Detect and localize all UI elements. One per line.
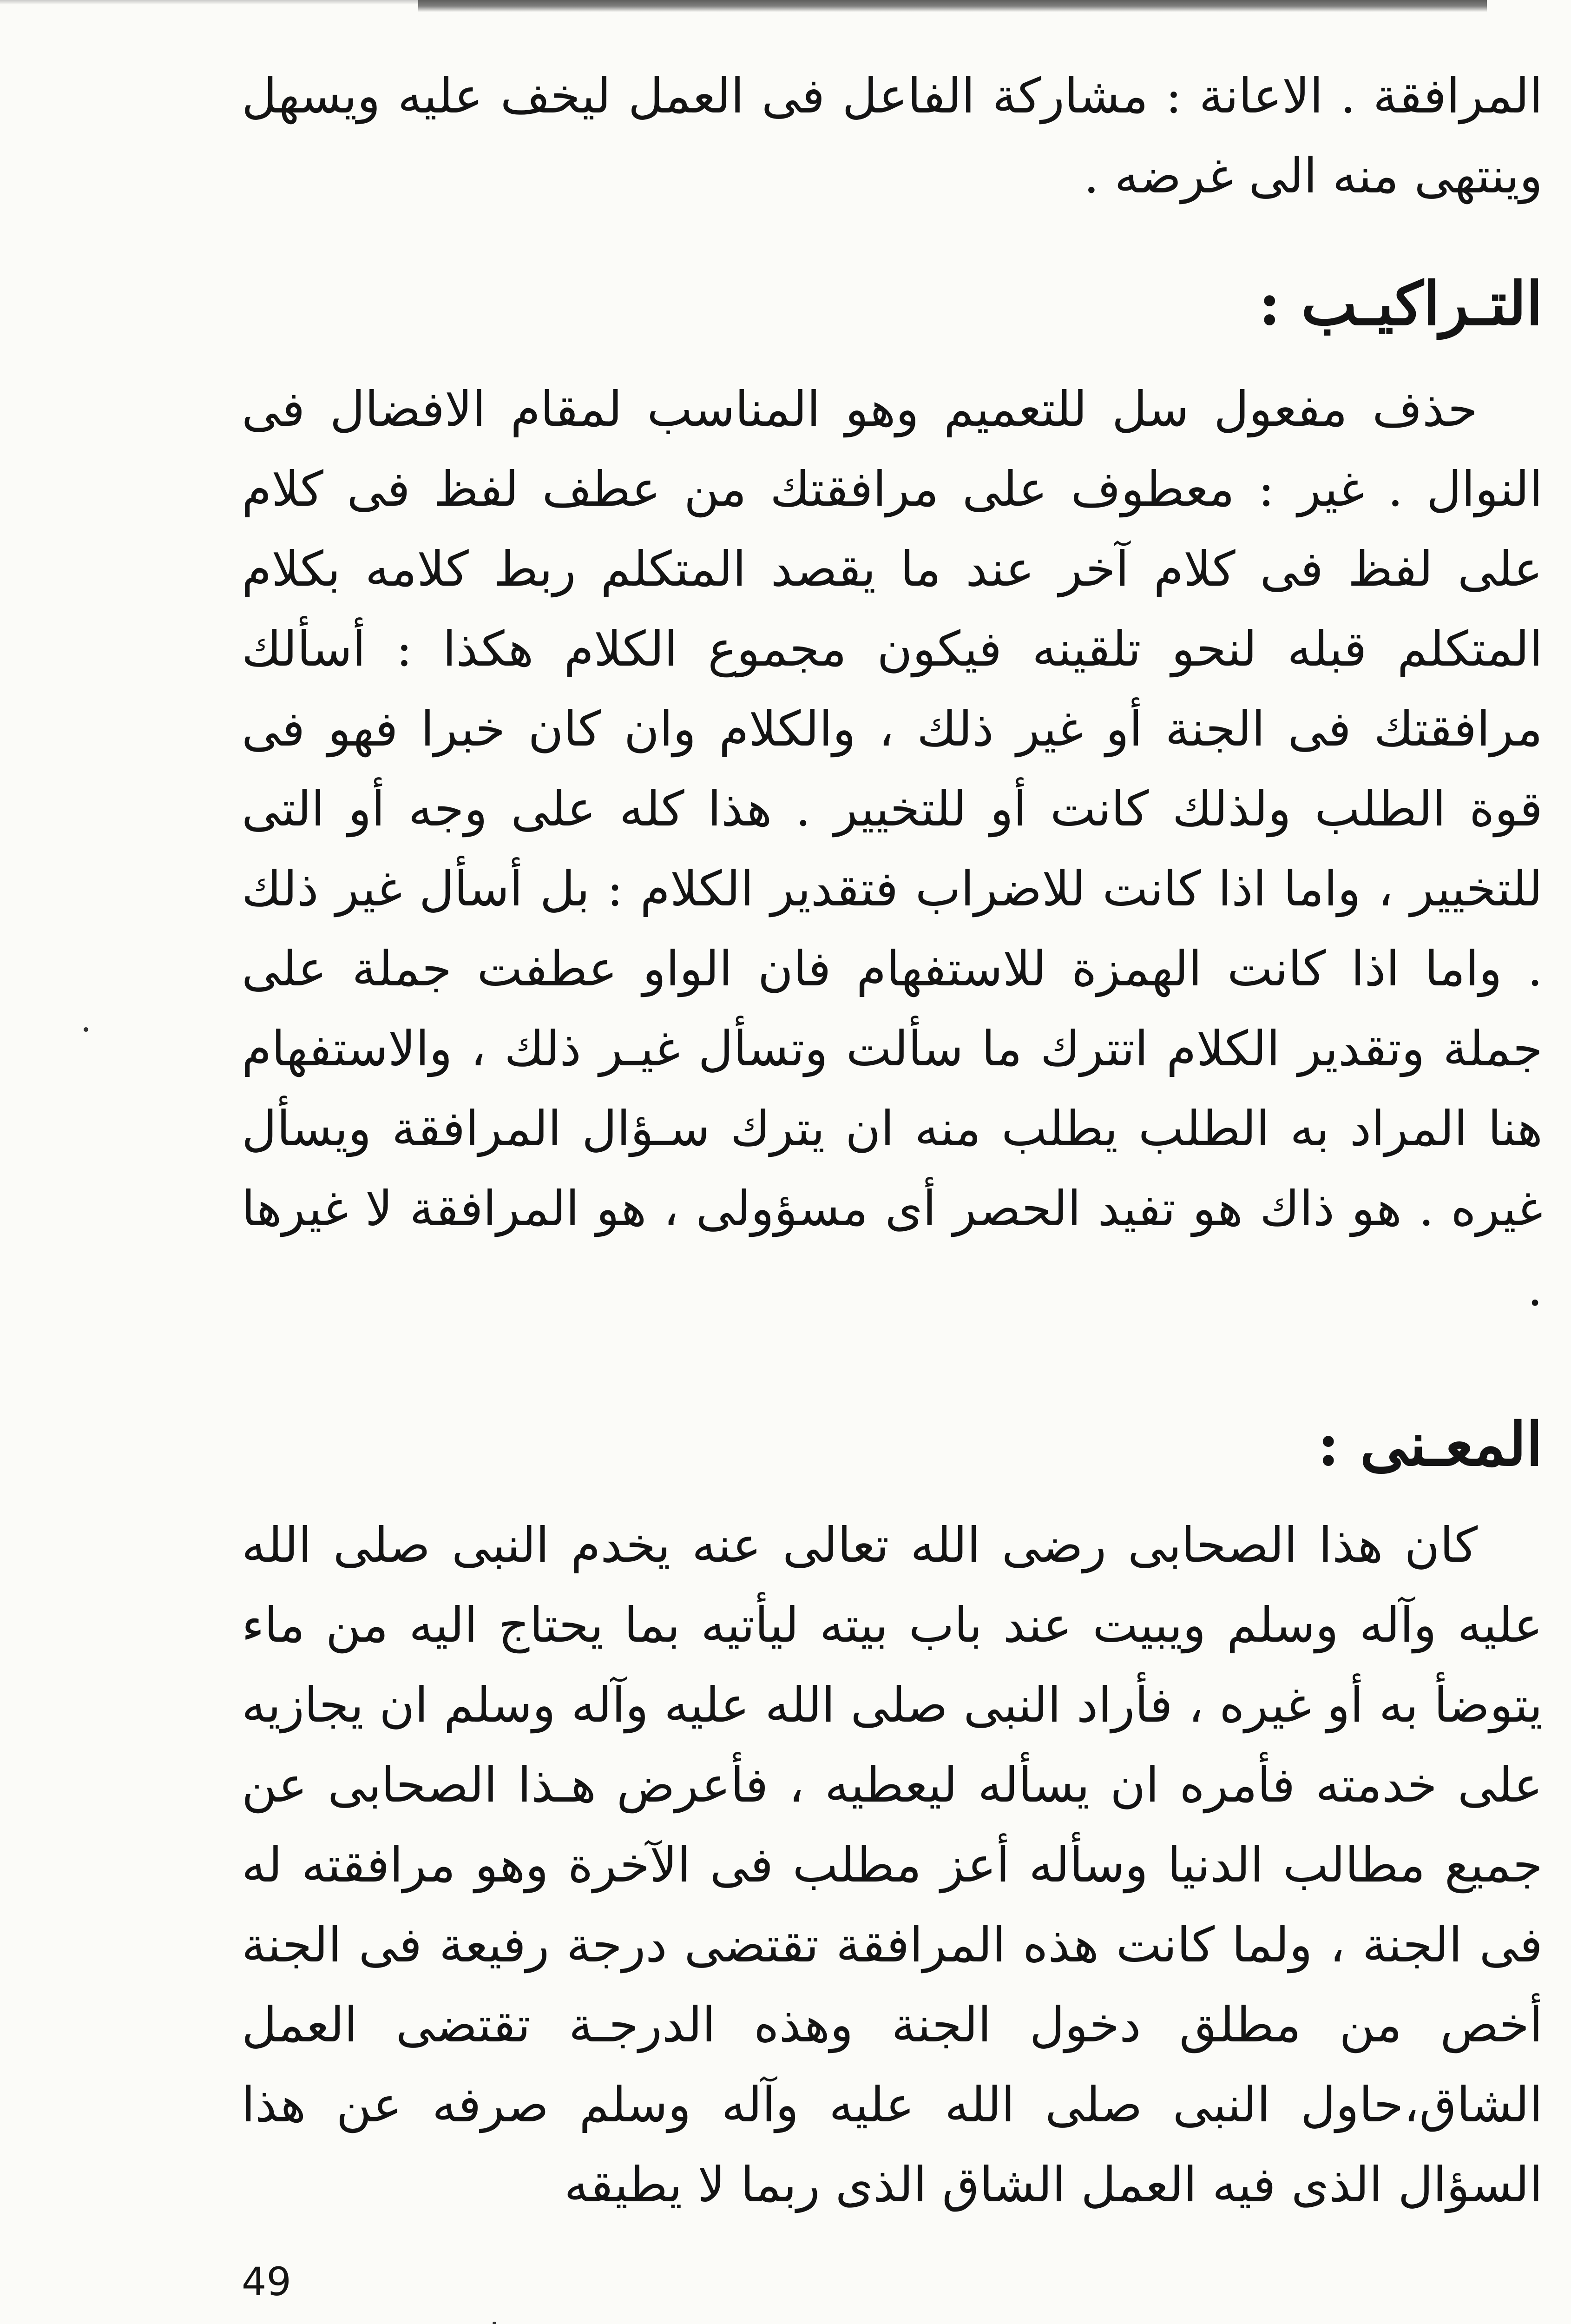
- intro-paragraph: المرافقة . الاعانة : مشاركة الفاعل فى العمل ليخف عليه ويسهل وينتهى منه الى غرضه .: [242, 67, 1543, 204]
- meaning-heading: المعـنى :: [1317, 1410, 1543, 1479]
- page-number: 49: [242, 2259, 291, 2304]
- scan-edge-shadow-left: [0, 0, 418, 5]
- syntax-heading: التـراكيـب :: [1258, 269, 1543, 339]
- scan-speck: [84, 1027, 88, 1032]
- syntax-paragraph: حذف مفعول سل للتعميم وهو المناسب لمقام الافضال فى النوال . غير : معطوف على مرافقتك من عطف لفظ فى كلام على لفظ فى كلام آخر عند ما يقصد المتكلم ربط كلامه بكلام المتكلم قبله لنحو تلقينه فيكون مجموع الكلام هكذا : أسألك مرافقتك فى الجنة أو غير ذلك ، والكلام وان كان خبرا فهو فى قوة الطلب ولذلك كانت أو للتخيير . هذا كله على وجه أو التى للتخيير ، واما اذا كانت للاضراب فتقدير الكلام : بل أسأل غير ذلك . واما اذا كانت الهمزة للاستفهام فان الواو عطفت جملة على جملة وتقدير الكلام اتترك ما سألت وتسأل غيـر ذلك ، والاستفهام هنا المراد به الطلب يطلب منه ان يترك سـؤال المرافقة ويسأل غيره . هو ذاك هو تفيد الحصر أى مسؤولى ، هو المرافقة لا غيرها .: [242, 381, 1543, 1317]
- scan-speck: [493, 2322, 496, 2324]
- meaning-paragraph: كان هذا الصحابى رضى الله تعالى عنه يخدم النبى صلى الله عليه وآله وسلم ويبيت عند باب بيته ليأتيه بما يحتاج اليه من ماء يتوضأ به أو غيره ، فأراد النبى صلى الله عليه وآله وسلم ان يجازيه على خدمته فأمره ان يسأله ليعطيه ، فأعرض هـذا الصحابى عن جميع مطالب الدنيا وسأله أعز مطلب فى الآخرة وهو مرافقته له فى الجنة ، ولما كانت هذه المرافقة تقتضى درجة رفيعة فى الجنة أخص من مطلق دخول الجنة وهذه الدرجـة تقتضى العمل الشاق،حاول النبى صلى الله عليه وآله وسلم صرفه عن هذا السؤال الذى فيه العمل الشاق الذى ربما لا يطيقه: [242, 1517, 1543, 2213]
- scan-edge-shadow: [418, 0, 1487, 12]
- book-page: [242, 56, 1543, 2225]
